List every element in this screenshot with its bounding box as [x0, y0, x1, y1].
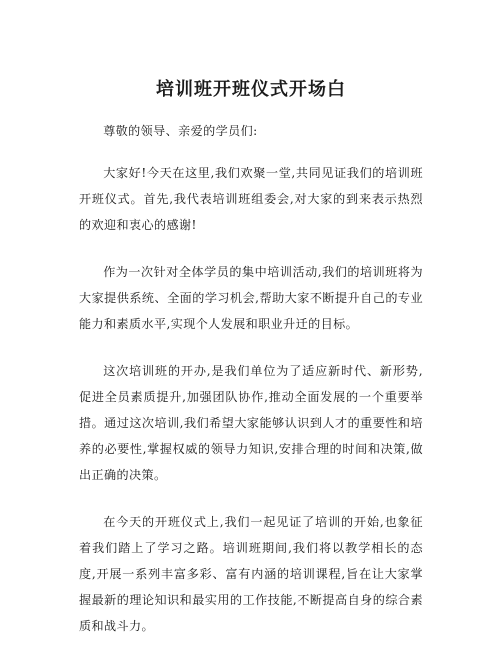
paragraph-1: 大家好!今天在这里,我们欢聚一堂,共同见证我们的培训班开班仪式。首先,我代表培训班组委会,对大家的到来表示热烈的欢迎和衷心的感谢!	[79, 166, 423, 232]
document-body	[79, 122, 423, 660]
paragraph-4: 在今天的开班仪式上,我们一起见证了培训的开始,也象征着我们踏上了学习之路。培训班期间,我们将以教学相长的态度,开展一系列丰富多彩、富有内涵的培训课程,旨在让大家掌握最新的理论知识和最实用的工作技能,不断提高自身的综合素质和战斗力。	[79, 515, 423, 633]
paragraph-3: 这次培训班的开办,是我们单位为了适应新时代、新形势,促进全员素质提升,加强团队协作,推动全面发展的一个重要举措。通过这次培训,我们希望大家能够认识到人才的重要性和培养的必要性,掌握权威的领导力知识,安排合理的时间和决策,做出正确的决策。	[79, 364, 423, 482]
paragraph-2: 作为一次针对全体学员的集中培训活动,我们的培训班将为大家提供系统、全面的学习机会,帮助大家不断提升自己的专业能力和素质水平,实现个人发展和职业升迁的目标。	[79, 265, 423, 331]
document-title: 培训班开班仪式开场白	[156, 79, 346, 100]
salutation: 尊敬的领导、亲爱的学员们:	[103, 124, 258, 138]
